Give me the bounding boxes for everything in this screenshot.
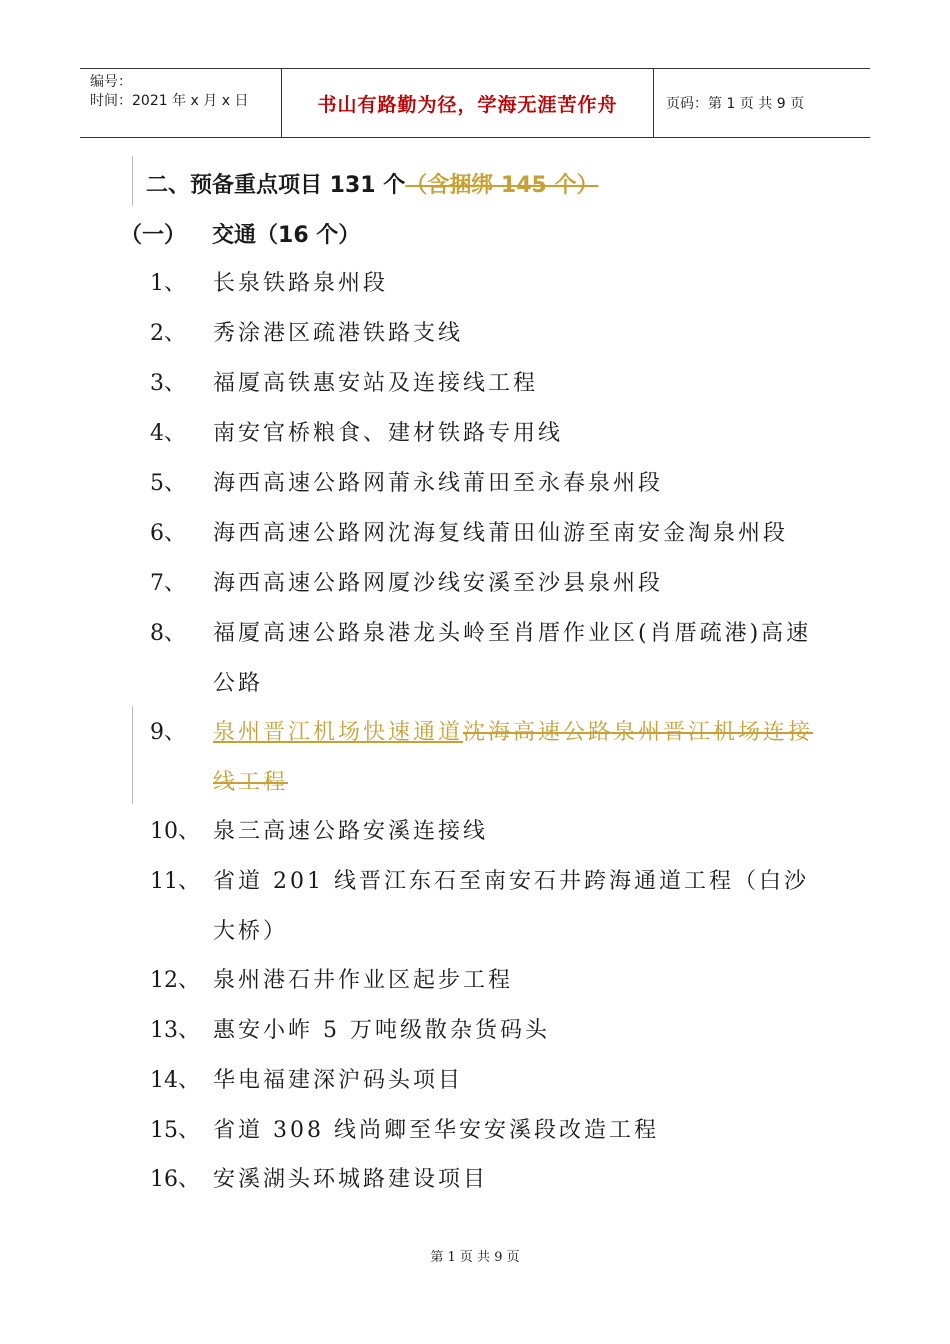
item-text: 福厦高铁惠安站及连接线工程 [213, 371, 539, 396]
item-number: 12、 [150, 968, 200, 993]
header-page-label: 页码：第 1 页 共 9 页 [666, 96, 805, 112]
item-text: 安溪湖头环城路建设项目 [213, 1167, 489, 1192]
item-text: 海西高速公路网沈海复线莆田仙游至南安金淘泉州段 [213, 521, 789, 546]
subsection-label: （一） [120, 223, 187, 248]
subsection-title: 交通（16 个） [212, 223, 361, 248]
item-number: 8、 [150, 621, 186, 646]
item-number: 4、 [150, 421, 186, 446]
item-text: 南安官桥粮食、建材铁路专用线 [213, 421, 564, 446]
item-number: 13、 [150, 1018, 200, 1043]
inserted-text: 泉州晋江机场快速通道 [213, 720, 464, 745]
item-number: 5、 [150, 471, 186, 496]
page-header [80, 68, 870, 138]
section-heading-deleted: （含捆绑 145 个） [405, 173, 599, 198]
section-heading [146, 168, 599, 199]
item-text: 福厦高速公路泉港龙头岭至肖厝作业区(肖厝疏港)高速公路 [213, 621, 812, 696]
header-meta [80, 69, 282, 137]
item-text: 秀涂港区疏港铁路支线 [213, 321, 464, 346]
item-number: 16、 [150, 1167, 200, 1192]
item-number: 2、 [150, 321, 186, 346]
item-number: 7、 [150, 571, 186, 596]
item-text: 惠安小岞 5 万吨级散杂货码头 [213, 1018, 550, 1043]
revision-bar [132, 156, 133, 206]
deleted-text: 沈海高速公路泉州晋江机场连接线工程 [213, 720, 814, 795]
item-text: 省道 308 线尚卿至华安安溪段改造工程 [213, 1118, 659, 1143]
item-text: 海西高速公路网厦沙线安溪至沙县泉州段 [213, 571, 664, 596]
header-motto: 书山有路勤为径，学海无涯苦作舟 [282, 69, 654, 137]
item-text: 海西高速公路网莆永线莆田至永春泉州段 [213, 471, 664, 496]
item-text: 华电福建深沪码头项目 [213, 1068, 464, 1093]
item-number: 3、 [150, 371, 186, 396]
number-label: 编号： [90, 74, 132, 90]
item-number: 1、 [150, 271, 186, 296]
item-number: 11、 [150, 869, 200, 894]
item-number: 15、 [150, 1118, 200, 1143]
item-text [213, 708, 828, 808]
page-footer: 第 1 页 共 9 页 [430, 1250, 520, 1265]
item-text: 长泉铁路泉州段 [213, 271, 389, 296]
item-number: 6、 [150, 521, 186, 546]
item-number: 14、 [150, 1068, 200, 1093]
item-number: 10、 [150, 819, 200, 844]
date-label: 时间：2021 年 x 月 x 日 [90, 93, 249, 109]
item-text: 泉三高速公路安溪连接线 [213, 819, 489, 844]
item-number: 9、 [150, 720, 186, 745]
subsection-heading [120, 218, 360, 249]
item-text: 泉州港石井作业区起步工程 [213, 968, 514, 993]
section-heading-text: 二、预备重点项目 131 个 [146, 173, 406, 198]
item-text: 省道 201 线晋江东石至南安石井跨海通道工程（白沙大桥） [213, 869, 809, 944]
revision-bar [132, 706, 133, 804]
